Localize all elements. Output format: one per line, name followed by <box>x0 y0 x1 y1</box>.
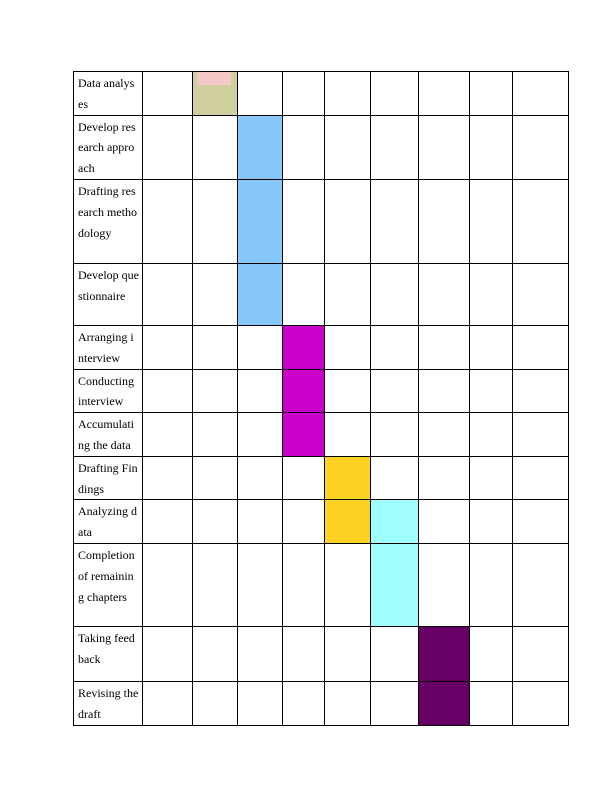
timeline-cell <box>143 626 193 681</box>
timeline-cell <box>513 263 569 325</box>
timeline-cell <box>371 413 419 457</box>
timeline-cell <box>238 626 283 681</box>
timeline-cell <box>283 456 325 500</box>
task-label: Accumulating the data <box>74 413 143 457</box>
task-label: Develop research approach <box>74 115 143 179</box>
timeline-cell <box>470 179 513 263</box>
timeline-cell <box>193 500 238 544</box>
timeline-cell <box>419 500 470 544</box>
timeline-cell <box>143 369 193 413</box>
timeline-cell <box>193 325 238 369</box>
timeline-cell <box>470 456 513 500</box>
timeline-bar-cell <box>238 263 283 325</box>
timeline-cell <box>325 626 371 681</box>
timeline-cell <box>513 369 569 413</box>
timeline-cell <box>325 72 371 116</box>
timeline-cell <box>371 456 419 500</box>
timeline-cell <box>513 179 569 263</box>
task-label: Develop questionnaire <box>74 263 143 325</box>
timeline-cell <box>238 413 283 457</box>
timeline-cell <box>513 543 569 626</box>
table-row <box>74 369 569 413</box>
timeline-cell <box>419 72 470 116</box>
timeline-cell <box>513 456 569 500</box>
gantt-chart-table <box>73 71 569 726</box>
timeline-cell <box>419 456 470 500</box>
timeline-cell <box>283 263 325 325</box>
timeline-cell <box>513 72 569 116</box>
timeline-cell <box>470 115 513 179</box>
timeline-cell <box>419 543 470 626</box>
table-row <box>74 263 569 325</box>
timeline-cell <box>513 115 569 179</box>
timeline-bar-cell <box>193 72 238 116</box>
task-label: Arranging interview <box>74 325 143 369</box>
timeline-bar-cell <box>238 179 283 263</box>
timeline-cell <box>238 456 283 500</box>
task-label: Drafting research methodology <box>74 179 143 263</box>
task-label: Taking feedback <box>74 626 143 681</box>
timeline-cell <box>419 369 470 413</box>
timeline-cell <box>193 456 238 500</box>
timeline-cell <box>325 115 371 179</box>
timeline-cell <box>143 681 193 725</box>
timeline-cell <box>419 179 470 263</box>
timeline-cell <box>193 543 238 626</box>
table-row <box>74 681 569 725</box>
timeline-cell <box>143 263 193 325</box>
task-label: Data analyses <box>74 72 143 116</box>
timeline-cell <box>193 179 238 263</box>
timeline-cell <box>419 325 470 369</box>
timeline-cell <box>283 543 325 626</box>
timeline-cell <box>470 325 513 369</box>
timeline-bar-cell <box>283 325 325 369</box>
timeline-cell <box>283 179 325 263</box>
timeline-cell <box>238 72 283 116</box>
timeline-bar-cell <box>283 369 325 413</box>
timeline-cell <box>143 179 193 263</box>
timeline-cell <box>143 72 193 116</box>
timeline-cell <box>325 325 371 369</box>
timeline-cell <box>238 369 283 413</box>
timeline-bar-cell <box>283 413 325 457</box>
timeline-cell <box>325 543 371 626</box>
timeline-cell <box>470 681 513 725</box>
timeline-cell <box>193 263 238 325</box>
timeline-cell <box>371 681 419 725</box>
timeline-bar-cell <box>419 681 470 725</box>
timeline-cell <box>371 325 419 369</box>
task-label: Conducting interview <box>74 369 143 413</box>
timeline-cell <box>143 325 193 369</box>
timeline-cell <box>513 500 569 544</box>
timeline-cell <box>513 413 569 457</box>
table-row <box>74 413 569 457</box>
table-row <box>74 626 569 681</box>
timeline-cell <box>371 179 419 263</box>
timeline-cell <box>470 500 513 544</box>
table-row <box>74 179 569 263</box>
timeline-cell <box>419 413 470 457</box>
timeline-bar-cell <box>325 456 371 500</box>
timeline-cell <box>513 325 569 369</box>
timeline-cell <box>325 263 371 325</box>
timeline-cell <box>419 115 470 179</box>
timeline-cell <box>238 681 283 725</box>
timeline-cell <box>419 263 470 325</box>
timeline-cell <box>470 263 513 325</box>
timeline-cell <box>143 500 193 544</box>
timeline-cell <box>371 369 419 413</box>
timeline-cell <box>513 681 569 725</box>
table-row <box>74 543 569 626</box>
timeline-cell <box>238 325 283 369</box>
timeline-cell <box>470 543 513 626</box>
task-label: Completion of remaining chapters <box>74 543 143 626</box>
table-row <box>74 456 569 500</box>
timeline-cell <box>193 413 238 457</box>
timeline-bar-cell <box>371 543 419 626</box>
timeline-cell <box>283 626 325 681</box>
timeline-cell <box>371 626 419 681</box>
timeline-cell <box>513 626 569 681</box>
timeline-cell <box>371 115 419 179</box>
timeline-bar-cell <box>419 626 470 681</box>
timeline-cell <box>470 413 513 457</box>
timeline-cell <box>325 369 371 413</box>
timeline-bar-cell <box>371 500 419 544</box>
timeline-cell <box>238 500 283 544</box>
timeline-cell <box>283 72 325 116</box>
timeline-cell <box>193 369 238 413</box>
table-row <box>74 325 569 369</box>
task-label: Analyzing data <box>74 500 143 544</box>
timeline-inner-mark <box>197 72 231 85</box>
timeline-cell <box>193 115 238 179</box>
timeline-bar-cell <box>238 115 283 179</box>
timeline-cell <box>283 500 325 544</box>
timeline-cell <box>143 413 193 457</box>
timeline-cell <box>371 72 419 116</box>
timeline-cell <box>283 681 325 725</box>
timeline-cell <box>283 115 325 179</box>
table-row <box>74 500 569 544</box>
timeline-cell <box>470 72 513 116</box>
timeline-cell <box>193 681 238 725</box>
timeline-cell <box>325 179 371 263</box>
timeline-cell <box>325 413 371 457</box>
timeline-cell <box>143 456 193 500</box>
timeline-cell <box>238 543 283 626</box>
task-label: Drafting Findings <box>74 456 143 500</box>
timeline-cell <box>143 543 193 626</box>
timeline-cell <box>143 115 193 179</box>
task-label: Revising the draft <box>74 681 143 725</box>
timeline-cell <box>470 369 513 413</box>
table-row <box>74 72 569 116</box>
timeline-cell <box>325 681 371 725</box>
timeline-cell <box>371 263 419 325</box>
table-row <box>74 115 569 179</box>
timeline-cell <box>470 626 513 681</box>
timeline-bar-cell <box>325 500 371 544</box>
timeline-cell <box>193 626 238 681</box>
